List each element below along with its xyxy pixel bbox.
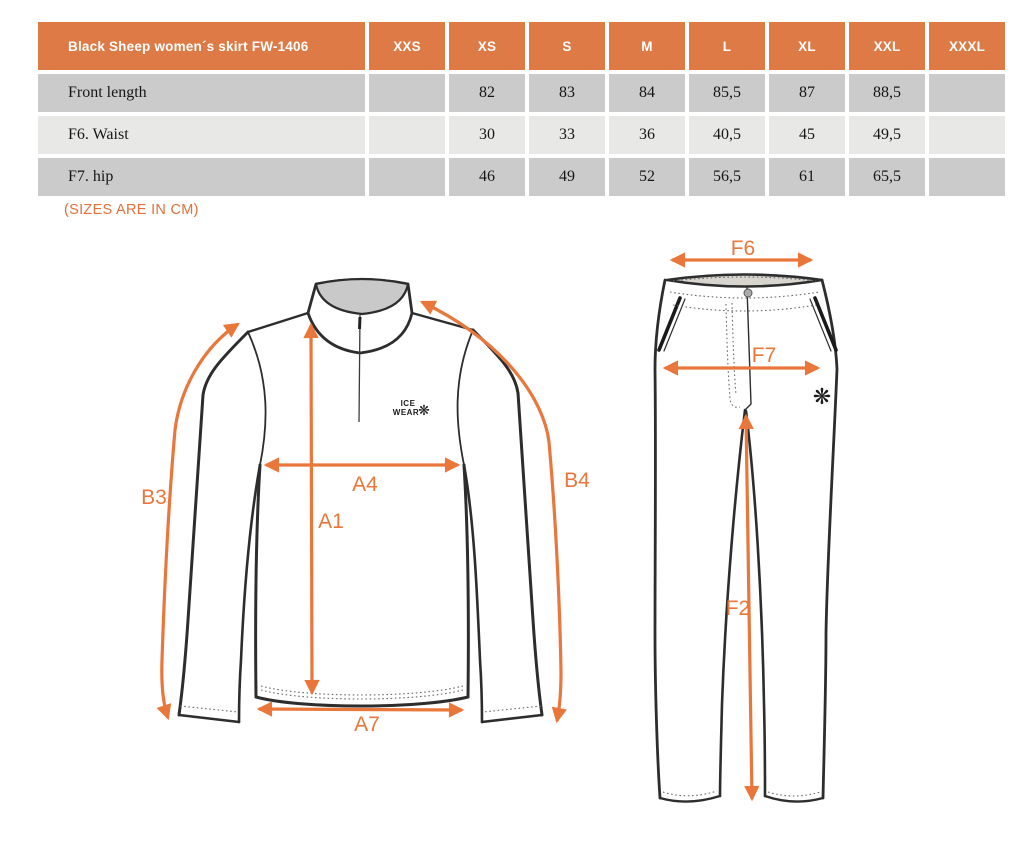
size-header-xxxl: XXXL xyxy=(929,22,1005,70)
value-cell xyxy=(369,74,445,112)
value-cell: 40,5 xyxy=(689,116,765,154)
size-header-xxs: XXS xyxy=(369,22,445,70)
pants-stitching xyxy=(663,277,820,796)
crotch-seam xyxy=(745,288,751,410)
sweater-diagram xyxy=(120,260,600,760)
arrow-a7 xyxy=(259,709,462,710)
value-cell xyxy=(929,158,1005,196)
body-right-side xyxy=(464,465,468,697)
value-cell: 33 xyxy=(529,116,605,154)
value-cell: 30 xyxy=(449,116,525,154)
size-header-xs: XS xyxy=(449,22,525,70)
right-cuff-edge xyxy=(482,715,542,722)
snowflake-icon: ❋ xyxy=(418,402,430,418)
units-note: (SIZES ARE IN CM) xyxy=(64,202,199,218)
value-cell: 45 xyxy=(769,116,845,154)
value-cell xyxy=(369,116,445,154)
value-cell: 85,5 xyxy=(689,74,765,112)
value-cell: 52 xyxy=(609,158,685,196)
size-header-xl: XL xyxy=(769,22,845,70)
left-cuff-stitch xyxy=(180,706,238,712)
measurement-arrows xyxy=(665,260,818,799)
arrow-b3 xyxy=(162,324,238,718)
left-leg-outer xyxy=(655,280,665,798)
right-cuff-stitch xyxy=(483,706,541,712)
size-header-s: S xyxy=(529,22,605,70)
snowflake-icon: ❋ xyxy=(812,384,832,409)
left-raglan-seam xyxy=(248,332,266,465)
body-left-side xyxy=(256,465,260,697)
size-table xyxy=(38,22,1005,196)
size-header-xxl: XXL xyxy=(849,22,925,70)
value-cell: 49,5 xyxy=(849,116,925,154)
waist-button xyxy=(744,289,752,297)
right-leg-outer xyxy=(822,280,837,798)
right-raglan-seam xyxy=(458,330,473,465)
value-cell: 65,5 xyxy=(849,158,925,196)
value-cell: 88,5 xyxy=(849,74,925,112)
fly-stitch xyxy=(726,304,740,407)
value-cell: 49 xyxy=(529,158,605,196)
value-cell: 82 xyxy=(449,74,525,112)
label-a4: A4 xyxy=(352,473,378,496)
value-cell: 46 xyxy=(449,158,525,196)
hem-edge xyxy=(256,697,468,706)
measurement-labels xyxy=(141,469,590,736)
left-sleeve-outer xyxy=(179,332,248,715)
value-cell: 36 xyxy=(609,116,685,154)
label-a7: A7 xyxy=(354,713,380,736)
value-cell: 61 xyxy=(769,158,845,196)
row-label: Front length xyxy=(38,74,365,112)
pants-outline xyxy=(655,275,837,802)
left-pocket-trim xyxy=(659,298,680,350)
fly-stitch xyxy=(732,303,736,395)
value-cell xyxy=(369,158,445,196)
measurement-arrows xyxy=(162,302,561,721)
arrow-b4 xyxy=(422,302,561,721)
value-cell xyxy=(929,116,1005,154)
size-header-l: L xyxy=(689,22,765,70)
right-hem-edge xyxy=(765,796,823,802)
left-shoulder-seam xyxy=(248,313,308,332)
logo-line1: ICE xyxy=(400,399,416,408)
label-f7: F7 xyxy=(751,344,777,367)
pants-diagram xyxy=(630,234,950,820)
left-hem-stitch xyxy=(663,791,717,796)
right-sleeve-outer xyxy=(473,330,542,715)
waistband-stitch xyxy=(673,305,816,311)
logo-line2: WEAR xyxy=(392,408,420,417)
right-hem-stitch xyxy=(768,792,820,796)
zipper-pull xyxy=(360,317,361,329)
table-title: Black Sheep women´s skirt FW-1406 xyxy=(38,22,365,70)
label-a1: A1 xyxy=(318,510,344,533)
left-cuff-edge xyxy=(179,715,239,722)
waistband-top xyxy=(667,275,822,287)
label-f6: F6 xyxy=(730,237,756,260)
arrow-a1 xyxy=(311,325,312,693)
row-label: F7. hip xyxy=(38,158,365,196)
value-cell: 87 xyxy=(769,74,845,112)
value-cell: 56,5 xyxy=(689,158,765,196)
label-f2: F2 xyxy=(725,597,751,620)
label-b4: B4 xyxy=(564,469,590,492)
row-label: F6. Waist xyxy=(38,116,365,154)
value-cell xyxy=(929,74,1005,112)
size-header-m: M xyxy=(609,22,685,70)
label-b3: B3 xyxy=(141,486,167,509)
brand-logo xyxy=(393,399,430,418)
left-hem-edge xyxy=(660,796,720,802)
hem-stitch xyxy=(261,686,463,695)
value-cell: 84 xyxy=(609,74,685,112)
value-cell: 83 xyxy=(529,74,605,112)
